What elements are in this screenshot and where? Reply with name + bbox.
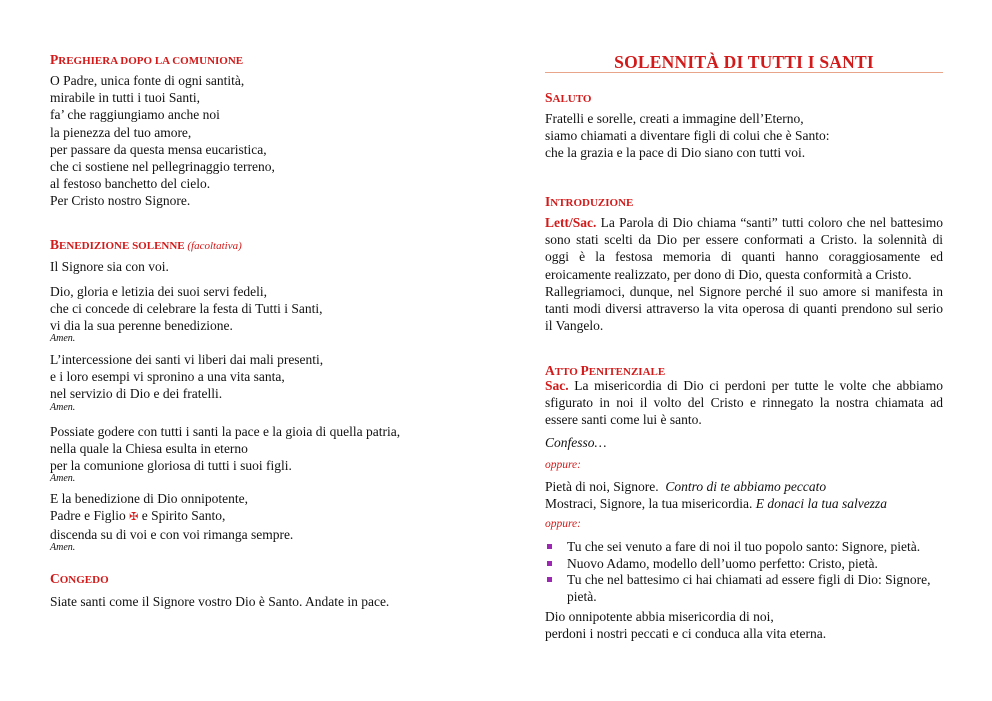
introduzione-text: Lett/Sac. La Parola di Dio chiama “santi” tutti coloro che nel battesimo sono stati scelti da Dio per essere conformati a Cristo. la solennità di oggi è la festosa memoria di quanti hanno coraggiosamente ed eroicamente realizzato, per dono di Dio, questa conformità a Cristo. Rallegriamoci, dunque, nel Signore perché il suo amore si manifesta in tanti modi diversi attraverso la vita operosa di quanti prendono sul serio il Vangelo.	[545, 215, 943, 334]
heading-introduzione: INTRODUZIONE	[545, 194, 634, 209]
amen-4: Amen.	[50, 542, 76, 553]
cross-icon: ✠	[129, 511, 139, 524]
pieta-lines: Pietà di noi, Signore. Contro di te abbiamo peccato Mostraci, Signore, la tua misericordia. E donaci la tua salvezza	[545, 479, 887, 512]
benedizione-intro: Il Signore sia con voi.	[50, 259, 169, 274]
amen-2: Amen.	[50, 402, 76, 413]
bullet-square-icon	[547, 561, 552, 566]
heading-atto-penitenziale: ATTO PENITENZIALE	[545, 363, 666, 378]
saluto-text: Fratelli e sorelle, creati a immagine dell’Eterno, siamo chiamati a diventare figli di colui che è Santo: che la grazia e la pace di Dio siano con tutti voi.	[545, 111, 830, 161]
title-divider	[545, 72, 943, 73]
list-item: Tu che sei venuto a fare di noi il tuo popolo santo: Signore, pietà.	[545, 539, 943, 556]
speaker-lett-sac: Lett/Sac.	[545, 215, 597, 230]
atto-text: Sac. La misericordia di Dio ci perdoni per tutte le volte che abbiamo sfigurato in noi il volto del Cristo e rinnegato la nostra chiamata ad essere santi come lui è santo.	[545, 378, 944, 428]
heading-congedo: CONGEDO	[50, 571, 109, 586]
preghiera-text: O Padre, unica fonte di ogni santità, mirabile in tutti i tuoi Santi, fa’ che raggiungiamo anche noi la pienezza del tuo amore, per passare da questa mensa eucaristica, che ci sostiene nel pellegrinaggio terreno, al festoso banchetto del cielo. Per Cristo nostro Signore.	[50, 73, 275, 209]
oppure-2: oppure:	[545, 518, 581, 530]
speaker-sac: Sac.	[545, 378, 569, 393]
heading-preghiera: PREGHIERA DOPO LA COMUNIONE	[50, 52, 244, 67]
oppure-1: oppure:	[545, 459, 581, 471]
list-item: Nuovo Adamo, modello dell’uomo perfetto: Cristo, pietà.	[545, 556, 943, 573]
amen-1: Amen.	[50, 333, 76, 344]
benedizione-block-3: Possiate godere con tutti i santi la pace e la gioia di quella patria, nella quale la Chiesa esulta in eterno per la comunione gloriosa di tutti i suoi figli.	[50, 424, 401, 474]
heading-benedizione: BENEDIZIONE SOLENNE (facoltativa)	[50, 237, 242, 252]
bullet-square-icon	[547, 577, 552, 582]
confesso: Confesso…	[545, 435, 607, 450]
benedizione-block-1: Dio, gloria e letizia dei suoi servi fedeli, che ci concede di celebrare la festa di Tutti i Santi, vi dia la sua perenne benedizione.	[50, 284, 323, 334]
bullet-square-icon	[547, 544, 552, 549]
invocations-list	[545, 539, 943, 605]
closing-text: Dio onnipotente abbia misericordia di noi, perdoni i nostri peccati e ci conduca alla vita eterna.	[545, 609, 827, 642]
benedizione-block-2: L’intercessione dei santi vi liberi dai mali presenti, e i loro esempi vi spronino a una vita santa, nel servizio di Dio e dei fratelli.	[50, 352, 324, 402]
congedo-text: Siate santi come il Signore vostro Dio è Santo. Andate in pace.	[50, 594, 390, 609]
page-title: SOLENNITÀ DI TUTTI I SANTI	[614, 52, 874, 72]
list-item: Tu che nel battesimo ci hai chiamati ad essere figli di Dio: Signore, pietà.	[545, 572, 943, 605]
benedizione-final: E la benedizione di Dio onnipotente, Padre e Figlio ✠ e Spirito Santo, discenda su di voi e con voi rimanga sempre.	[50, 491, 294, 543]
amen-3: Amen.	[50, 473, 76, 484]
heading-saluto: SALUTO	[545, 90, 592, 105]
